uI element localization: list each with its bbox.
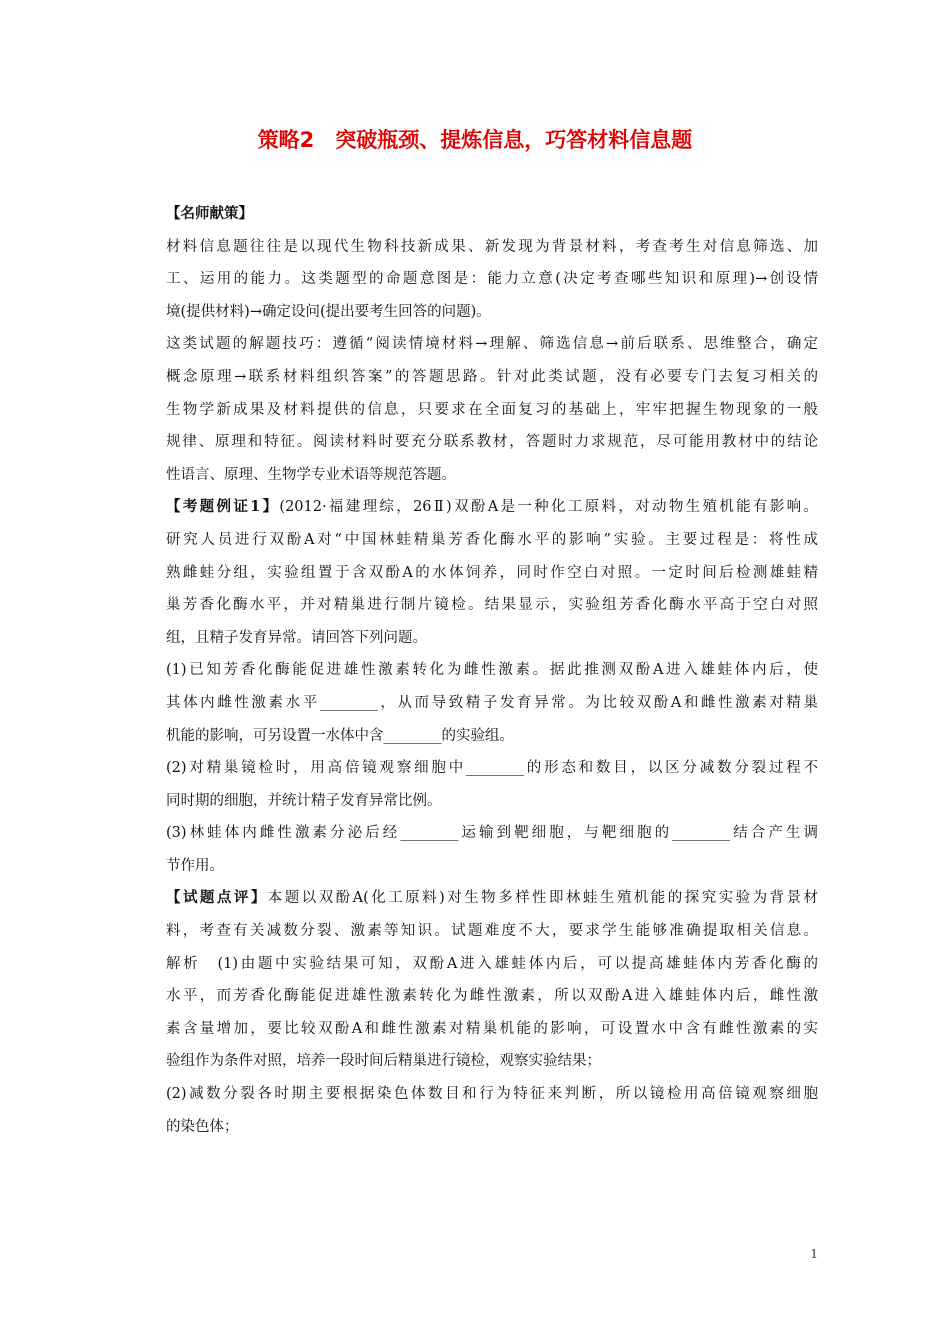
paragraph-text: 节作用。 [166, 857, 224, 874]
text-line-l29 [166, 1111, 818, 1144]
paragraph-text: (3)林蛙体内雌性激素分泌后经________运输到靶细胞，与靶细胞的________结合产生调 [166, 825, 818, 842]
text-line-l03 [166, 263, 818, 296]
page-number: 1 [810, 1247, 818, 1261]
paragraph-text: 组，且精子发育异常。请回答下列问题。 [166, 629, 427, 646]
text-line-l13 [166, 589, 818, 622]
paragraph-text: 生物学新成果及材料提供的信息，只要求在全面复习的基础上，牢牢把握生物现象的一般 [166, 401, 818, 418]
paragraph-text: 解析 (1)由题中实验结果可知，双酚A进入雄蛙体内后，可以提高雄蛙体内芳香化酶的 [166, 955, 818, 972]
text-line-l08 [166, 426, 818, 459]
paragraph-text: 熟雌蛙分组，实验组置于含双酚A的水体饲养，同时作空白对照。一定时间后检测雄蛙精 [166, 564, 818, 581]
text-line-l23 [166, 915, 818, 948]
paragraph-text: 同时期的细胞，并统计精子发育异常比例。 [166, 792, 442, 809]
text-line-l05 [166, 328, 818, 361]
paragraph-text: 规律、原理和特征。阅读材料时要充分联系教材，答题时力求规范，尽可能用教材中的结论 [166, 434, 818, 451]
paragraph-text: 巢芳香化酶水平，并对精巢进行制片镜检。结果显示，实验组芳香化酶水平高于空白对照 [166, 597, 818, 614]
text-line-l14 [166, 622, 818, 655]
paragraph-text: 验组作为条件对照，培养一段时间后精巢进行镜检，观察实验结果； [166, 1053, 601, 1070]
paragraph-text: 机能的影响，可另设置一水体中含________的实验组。 [166, 727, 514, 744]
text-line-l26 [166, 1013, 818, 1046]
section-label: 【试题点评】 [166, 889, 268, 907]
paragraph-text: (1)已知芳香化酶能促进雄性激素转化为雌性激素。据此推测双酚A进入雄蛙体内后，使 [166, 662, 818, 679]
text-line-l02 [166, 231, 818, 264]
text-line-l22 [166, 882, 818, 915]
paragraph-text: (2012·福建理综，26Ⅱ)双酚A是一种化工原料，对动物生殖机能有影响。 [279, 499, 818, 516]
section-label: 【考题例证1】 [166, 498, 280, 516]
page-title: 策略2 突破瓶颈、提炼信息，巧答材料信息题 [257, 128, 693, 152]
paragraph-text: 的染色体； [166, 1118, 239, 1135]
paragraph-text: (2)对精巢镜检时，用高倍镜观察细胞中________的形态和数目，以区分减数分裂过程不 [166, 760, 818, 777]
text-line-l27 [166, 1045, 818, 1078]
paragraph-text: 料，考查有关减数分裂、激素等知识。试题难度不大，要求学生能够准确提取相关信息。 [166, 923, 818, 940]
text-line-l17 [166, 720, 818, 753]
text-line-l24 [166, 948, 818, 981]
text-line-l19 [166, 785, 818, 818]
text-line-l18 [166, 752, 818, 785]
paragraph-text: 水平，而芳香化酶能促进雄性激素转化为雌性激素，所以双酚A进入雄蛙体内后，雌性激 [166, 988, 818, 1005]
text-line-l06 [166, 361, 818, 394]
text-line-l07 [166, 394, 818, 427]
text-line-l12 [166, 557, 818, 590]
text-line-l09 [166, 459, 818, 492]
paragraph-text: 其体内雌性激素水平________，从而导致精子发育异常。为比较双酚A和雌性激素对精巢 [166, 694, 818, 711]
text-line-l16 [166, 687, 818, 720]
text-line-l01 [166, 198, 818, 231]
paragraph-text: 材料信息题往往是以现代生物科技新成果、新发现为背景材料，考查考生对信息筛选、加 [166, 238, 818, 255]
text-line-l21 [166, 850, 818, 883]
paragraph-text: 研究人员进行双酚A对“中国林蛙精巢芳香化酶水平的影响”实验。主要过程是：将性成 [166, 531, 818, 548]
paragraph-text: 工、运用的能力。这类题型的命题意图是：能力立意(决定考查哪些知识和原理)→创设情 [166, 271, 818, 288]
paragraph-text: (2)减数分裂各时期主要根据染色体数目和行为特征来判断，所以镜检用高倍镜观察细胞 [166, 1086, 818, 1103]
text-line-l04 [166, 296, 818, 329]
document-body [166, 198, 818, 1143]
paragraph-text: 境(提供材料)→确定设问(提出要考生回答的问题)。 [166, 303, 491, 320]
text-line-l11 [166, 524, 818, 557]
text-line-l25 [166, 980, 818, 1013]
text-line-l28 [166, 1078, 818, 1111]
section-heading: 【名师献策】 [166, 205, 253, 222]
paragraph-text: 概念原理→联系材料组织答案”的答题思路。针对此类试题，没有必要专门去复习相关的 [166, 368, 818, 385]
paragraph-text: 本题以双酚A(化工原料)对生物多样性即林蛙生殖机能的探究实验为背景材 [267, 890, 818, 907]
paragraph-text: 性语言、原理、生物学专业术语等规范答题。 [166, 466, 456, 483]
text-line-l15 [166, 654, 818, 687]
text-line-l20 [166, 817, 818, 850]
paragraph-text: 这类试题的解题技巧：遵循“阅读情境材料→理解、筛选信息→前后联系、思维整合，确定 [166, 336, 818, 353]
paragraph-text: 素含量增加，要比较双酚A和雌性激素对精巢机能的影响，可设置水中含有雌性激素的实 [166, 1020, 818, 1037]
text-line-l10 [166, 491, 818, 524]
